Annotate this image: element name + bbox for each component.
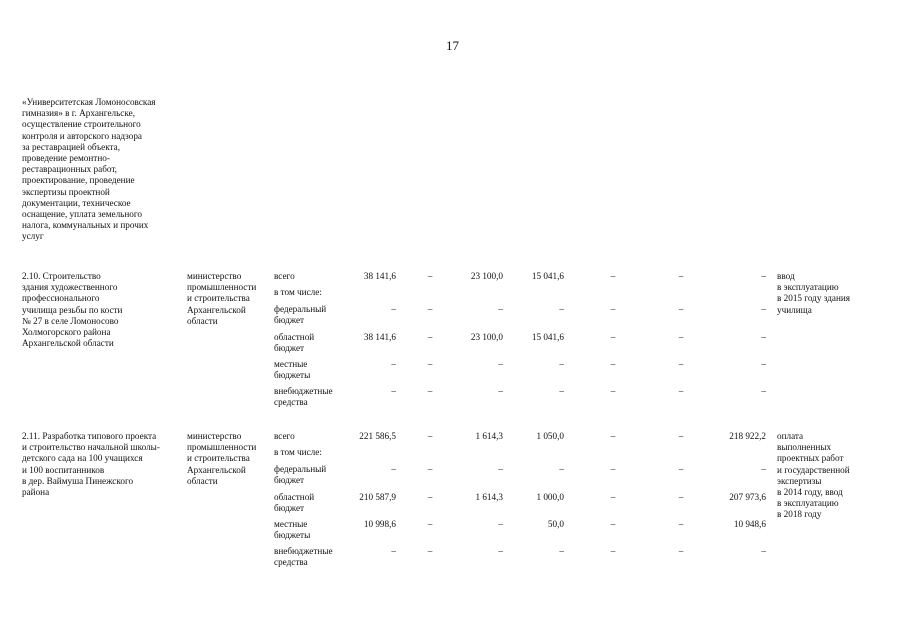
row-result: ввод в эксплуатацию в 2015 году здания училища <box>777 271 851 315</box>
line-value: – <box>678 519 684 529</box>
line-value: 38 141,6 <box>363 271 396 281</box>
page-number: 17 <box>446 38 459 53</box>
line-value: 23 100,0 <box>470 332 503 342</box>
line-value: – <box>610 546 616 556</box>
line-value: – <box>610 519 616 529</box>
line-value: – <box>427 304 433 314</box>
line-value: – <box>427 519 433 529</box>
row-executor: министерство промышленности и строительства Архангельской области <box>187 431 257 486</box>
line-label: всего <box>274 431 295 441</box>
line-value: – <box>761 332 766 342</box>
line-value: – <box>391 464 396 474</box>
line-value: 221 586,5 <box>359 431 396 441</box>
line-value: – <box>610 386 616 396</box>
line-value: 1 614,3 <box>475 431 503 441</box>
line-value: – <box>427 359 433 369</box>
line-value: 218 922,2 <box>729 431 766 441</box>
line-value: 10 998,6 <box>363 519 396 529</box>
line-label: местные бюджеты <box>274 519 311 541</box>
line-label: всего <box>274 271 295 281</box>
line-value: 1 000,0 <box>536 492 564 502</box>
line-value: – <box>498 546 503 556</box>
line-value: – <box>427 492 433 502</box>
line-value: – <box>427 386 433 396</box>
line-value: – <box>391 386 396 396</box>
intro-text: «Университетская Ломоносовская гимназия» в г. Архангельске, осуществление строительного контроля и авторского надзора за реставрацией объекта, проведение ремонтно- реставрационных работ, проектирование, проведение экспертизы проектной документации, техническое оснащение, уплата земельного налога, коммунальных и прочих услуг <box>22 97 156 242</box>
line-value: – <box>559 304 564 314</box>
line-value: 15 041,6 <box>531 271 564 281</box>
line-value: – <box>761 271 766 281</box>
row-result: оплата выполненных проектных работ и государственной экспертизы в 2014 году, ввод в эксплуатацию в 2018 году <box>777 431 850 520</box>
row-title: 2.11. Разработка типового проекта и строительство начальной школы- детского сада на 100 учащихся и 100 воспитанников в дер. Ваймуша Пинежского района <box>22 431 160 498</box>
line-value: – <box>761 359 766 369</box>
line-label: в том числе: <box>274 447 322 457</box>
line-value: – <box>761 304 766 314</box>
line-value: – <box>610 332 616 342</box>
line-value: 1 614,3 <box>475 492 503 502</box>
line-value: – <box>498 386 503 396</box>
line-value: – <box>610 359 616 369</box>
line-label: внебюджетные средства <box>274 546 333 568</box>
line-value: – <box>498 519 503 529</box>
line-value: – <box>391 359 396 369</box>
line-value: – <box>427 546 433 556</box>
line-label: внебюджетные средства <box>274 386 333 408</box>
line-value: – <box>610 464 616 474</box>
line-value: – <box>678 492 684 502</box>
line-value: – <box>559 464 564 474</box>
line-value: 1 050,0 <box>536 431 564 441</box>
row-title: 2.10. Строительство здания художественного профессионального училища резьбы по кости № 27 в селе Ломоносово Холмогорского района Архангельской области <box>22 271 123 349</box>
line-label: областной бюджет <box>274 492 315 514</box>
line-value: – <box>610 492 616 502</box>
line-value: 15 041,6 <box>531 332 564 342</box>
line-value: 23 100,0 <box>470 271 503 281</box>
line-value: 50,0 <box>547 519 564 529</box>
line-value: – <box>678 546 684 556</box>
line-value: 210 587,9 <box>359 492 396 502</box>
line-value: – <box>559 546 564 556</box>
line-value: – <box>761 464 766 474</box>
line-value: – <box>678 271 684 281</box>
line-value: – <box>391 304 396 314</box>
line-value: 10 948,6 <box>733 519 766 529</box>
line-value: – <box>678 332 684 342</box>
line-label: федеральный бюджет <box>274 304 327 326</box>
row-executor: министерство промышленности и строительства Архангельской области <box>187 271 257 326</box>
line-value: – <box>498 304 503 314</box>
line-value: – <box>498 464 503 474</box>
line-value: – <box>678 359 684 369</box>
line-value: – <box>391 546 396 556</box>
line-label: местные бюджеты <box>274 359 311 381</box>
line-value: – <box>678 304 684 314</box>
line-value: – <box>610 304 616 314</box>
line-value: – <box>427 464 433 474</box>
line-value: 207 973,6 <box>729 492 766 502</box>
line-value: – <box>610 271 616 281</box>
line-value: – <box>761 386 766 396</box>
line-value: – <box>761 546 766 556</box>
line-value: – <box>559 386 564 396</box>
line-label: федеральный бюджет <box>274 464 327 486</box>
line-value: – <box>678 464 684 474</box>
line-value: – <box>427 271 433 281</box>
line-value: 38 141,6 <box>363 332 396 342</box>
line-value: – <box>427 431 433 441</box>
line-label: в том числе: <box>274 287 322 297</box>
line-value: – <box>559 359 564 369</box>
line-value: – <box>678 431 684 441</box>
line-value: – <box>678 386 684 396</box>
line-label: областной бюджет <box>274 332 315 354</box>
line-value: – <box>498 359 503 369</box>
line-value: – <box>610 431 616 441</box>
line-value: – <box>427 332 433 342</box>
